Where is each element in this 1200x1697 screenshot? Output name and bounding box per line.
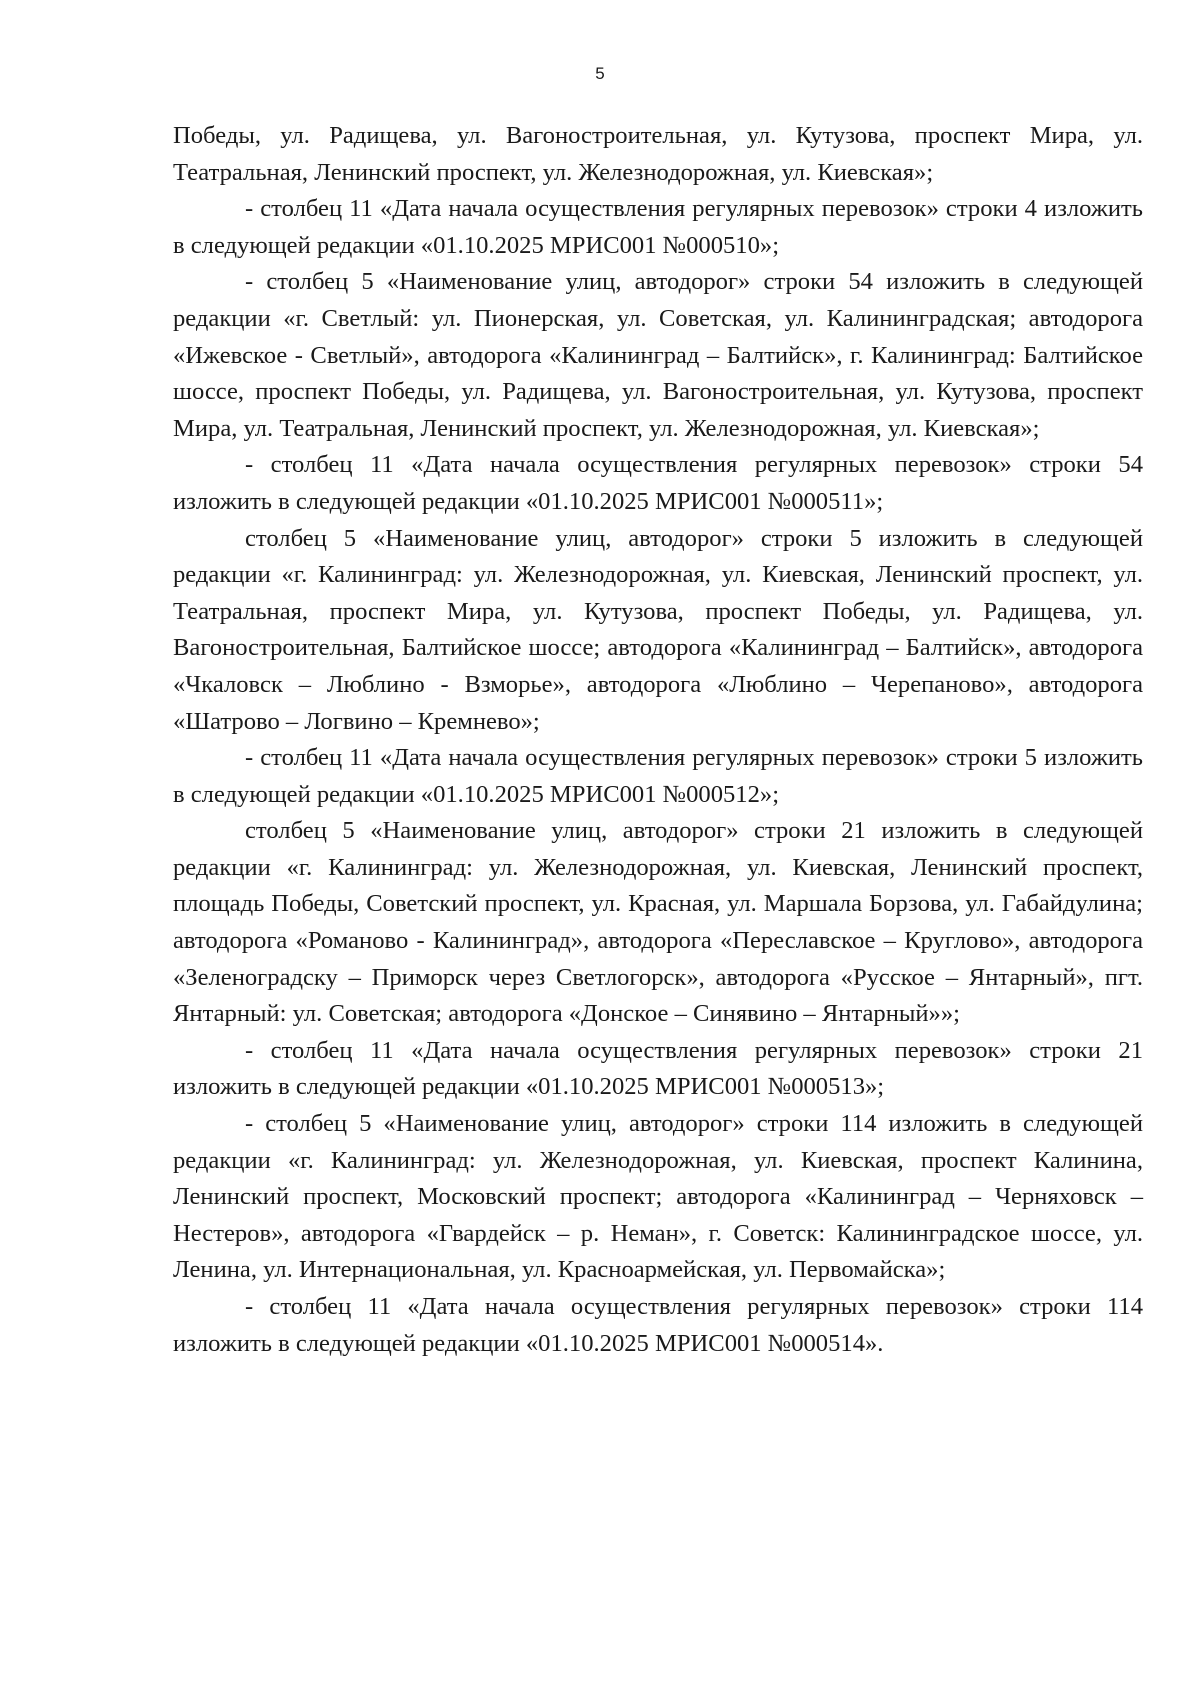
page-number: 5 <box>595 64 605 83</box>
paragraph: - столбец 5 «Наименование улиц, автодорог» строки 114 изложить в следующей редакции «г. Калининград: ул. Железнодорожная, ул. Киевская, проспект Калинина, Ленинский проспект, Московский проспект; автодорога «Калининград – Черняховск – Нестеров», автодорога «Гвардейск – р. Неман», г. Советск: Калининградское шоссе, ул. Ленина, ул. Интернациональная, ул. Красноармейская, ул. Первомайска»; <box>173 1110 1143 1284</box>
paragraph: - столбец 11 «Дата начала осуществления регулярных перевозок» строки 5 изложить в следующей редакции «01.10.2025 МРИС001 №000512»; <box>173 744 1143 808</box>
paragraph: - столбец 11 «Дата начала осуществления регулярных перевозок» строки 4 изложить в следующей редакции «01.10.2025 МРИС001 №000510»; <box>173 195 1143 259</box>
paragraph: столбец 5 «Наименование улиц, автодорог» строки 5 изложить в следующей редакции «г. Калининград: ул. Железнодорожная, ул. Киевская, Ленинский проспект, ул. Театральная, проспект Мира, ул. Кутузова, проспект Победы, ул. Радищева, ул. Вагоностроительная, Балтийское шоссе; автодорога «Калининград – Балтийск», автодорога «Чкаловск – Люблино - Взморье», автодорога «Люблино – Черепаново», автодорога «Шатрово – Логвино – Кремнево»; <box>173 524 1143 735</box>
document-body <box>173 118 1143 1362</box>
paragraph-continuation: Победы, ул. Радищева, ул. Вагоностроительная, ул. Кутузова, проспект Мира, ул. Театральная, Ленинский проспект, ул. Железнодорожная, ул. Киевская»; <box>173 122 1143 186</box>
paragraph: - столбец 11 «Дата начала осуществления регулярных перевозок» строки 114 изложить в следующей редакции «01.10.2025 МРИС001 №000514». <box>173 1293 1143 1357</box>
paragraph: столбец 5 «Наименование улиц, автодорог» строки 21 изложить в следующей редакции «г. Калининград: ул. Железнодорожная, ул. Киевская, Ленинский проспект, площадь Победы, Советский проспект, ул. Красная, ул. Маршала Борзова, ул. Габайдулина; автодорога «Романово - Калининград», автодорога «Переславское – Круглово», автодорога «Зеленоградску – Приморск через Светлогорск», автодорога «Русское – Янтарный», пгт. Янтарный: ул. Советская; автодорога «Донское – Синявино – Янтарный»»; <box>173 817 1143 1028</box>
paragraph: - столбец 11 «Дата начала осуществления регулярных перевозок» строки 21 изложить в следующей редакции «01.10.2025 МРИС001 №000513»; <box>173 1036 1143 1101</box>
paragraph: - столбец 11 «Дата начала осуществления регулярных перевозок» строки 54 изложить в следующей редакции «01.10.2025 МРИС001 №000511»; <box>173 451 1143 515</box>
paragraph: - столбец 5 «Наименование улиц, автодорог» строки 54 изложить в следующей редакции «г. Светлый: ул. Пионерская, ул. Советская, ул. Калининградская; автодорога «Ижевское - Светлый», автодорога «Калининград – Балтийск», г. Калининград: Балтийское шоссе, проспект Победы, ул. Радищева, ул. Вагоностроительная, ул. Кутузова, проспект Мира, ул. Театральная, Ленинский проспект, ул. Железнодорожная, ул. Киевская»; <box>173 268 1143 442</box>
